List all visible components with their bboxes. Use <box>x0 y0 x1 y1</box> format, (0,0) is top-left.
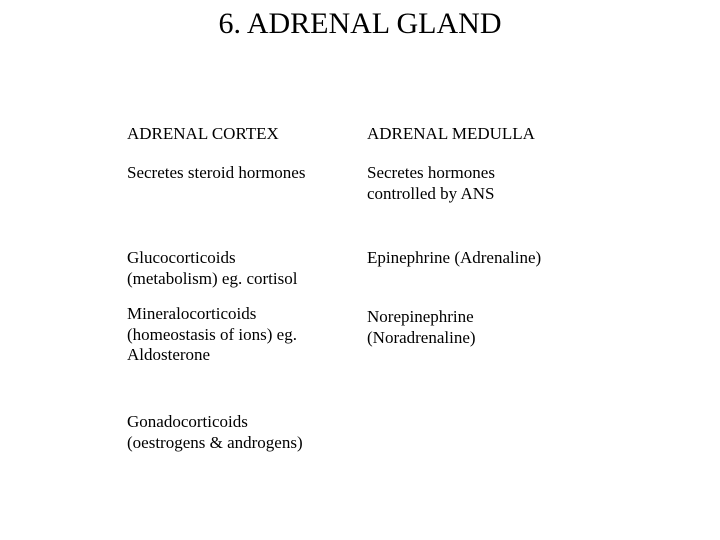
cortex-row-steroid: Secretes steroid hormones <box>127 163 306 182</box>
medulla-row-norepinephrine: Norepinephrine (Noradrenaline) <box>367 307 476 347</box>
cortex-row-gonadocorticoids: Gonadocorticoids (oestrogens & androgens) <box>127 412 303 452</box>
adrenal-cortex-header: ADRENAL CORTEX <box>127 124 279 143</box>
cortex-row-mineralocorticoids: Mineralocorticoids (homeostasis of ions) eg. Aldosterone <box>127 304 297 364</box>
medulla-row-ans: Secretes hormones controlled by ANS <box>367 163 495 203</box>
cortex-row-glucocorticoids: Glucocorticoids (metabolism) eg. cortisol <box>127 248 298 288</box>
adrenal-medulla-header: ADRENAL MEDULLA <box>367 124 535 143</box>
slide-title: 6. ADRENAL GLAND <box>218 7 502 40</box>
medulla-row-epinephrine: Epinephrine (Adrenaline) <box>367 248 542 267</box>
